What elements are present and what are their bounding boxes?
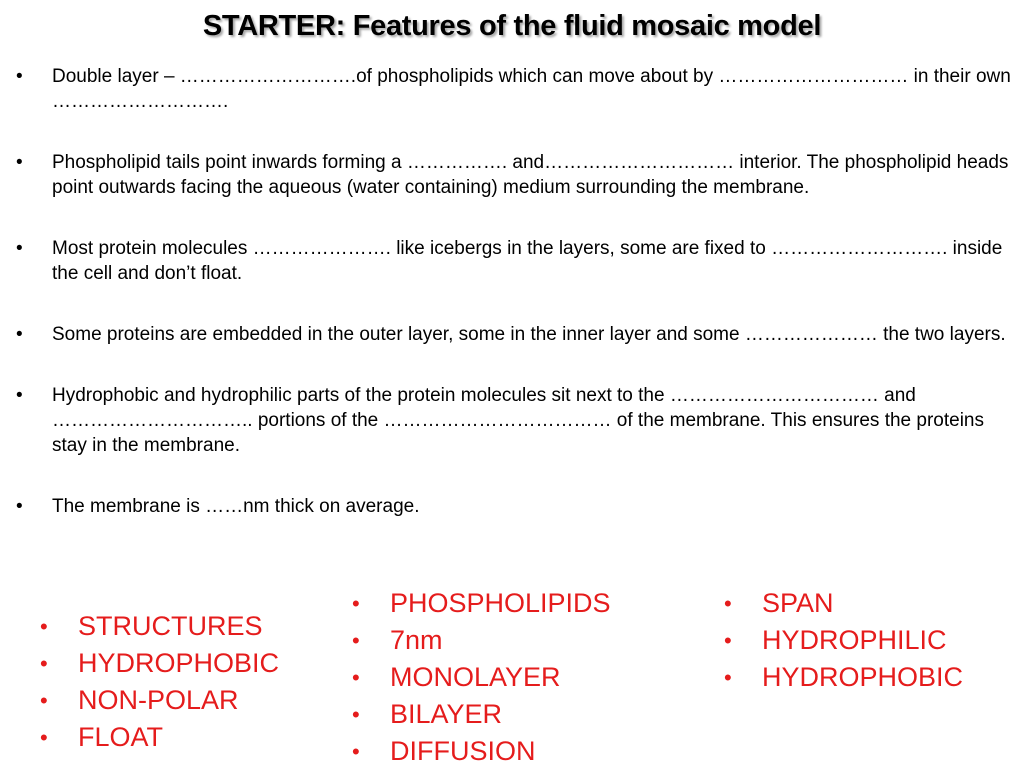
bullet-icon: • (724, 628, 732, 653)
word-bank-item (724, 585, 963, 622)
bullet-icon: • (724, 665, 732, 690)
word-bank-column-2 (352, 585, 611, 770)
bullet-icon: • (352, 628, 360, 653)
word-bank-item (352, 585, 611, 622)
word-bank-item (40, 645, 279, 682)
word-bank-word: HYDROPHILIC (762, 625, 947, 655)
word-bank-item (352, 733, 611, 770)
word-bank-item (352, 696, 611, 733)
statement-item (16, 236, 1016, 286)
bullet-icon: • (352, 739, 360, 764)
word-bank-word: 7nm (390, 625, 443, 655)
bullet-icon: • (40, 725, 48, 750)
bullet-icon: • (16, 385, 23, 406)
word-bank-item (724, 659, 963, 696)
statement-text: Phospholipid tails point inwards forming a ……………. and………………………… interior. The phospholipid heads point outwards facing the aqueous (water containing) medium surrounding the membrane. (52, 152, 1009, 198)
word-bank-item (724, 622, 963, 659)
word-bank-word: DIFFUSION (390, 736, 536, 766)
statement-text: The membrane is ……nm thick on average. (52, 496, 420, 517)
word-bank-word: STRUCTURES (78, 611, 263, 641)
word-bank-word: MONOLAYER (390, 662, 561, 692)
bullet-icon: • (16, 324, 23, 345)
slide-title: STARTER: Features of the fluid mosaic model (202, 10, 822, 42)
word-bank-item (352, 622, 611, 659)
bullet-icon: • (352, 665, 360, 690)
bullet-icon: • (16, 152, 23, 173)
statement-item (16, 322, 1016, 347)
bullet-icon: • (16, 66, 23, 87)
statement-item (16, 383, 1016, 458)
word-bank-item (40, 719, 279, 756)
statement-text: Double layer – ……………………….of phospholipids which can move about by ………………………… in their own ………………………. (52, 66, 1011, 112)
word-bank-word: FLOAT (78, 722, 164, 752)
statement-text: Some proteins are embedded in the outer layer, some in the inner layer and some ………………… the two layers. (52, 324, 1006, 345)
statement-item (16, 64, 1016, 114)
word-bank-column-3 (724, 585, 963, 696)
statement-text: Hydrophobic and hydrophilic parts of the protein molecules sit next to the …………………………… and ………………………….. portions of the ……………………………… of the membrane. This ensures the proteins stay in the membrane. (52, 385, 984, 456)
word-bank-word: HYDROPHOBIC (78, 648, 280, 678)
word-bank-word: PHOSPHOLIPIDS (390, 588, 611, 618)
bullet-icon: • (16, 496, 23, 517)
bullet-icon: • (40, 651, 48, 676)
word-bank-word: HYDROPHOBIC (762, 662, 964, 692)
word-bank-word: BILAYER (390, 699, 503, 729)
fill-in-statements (16, 64, 1016, 555)
bullet-icon: • (40, 614, 48, 639)
statement-item (16, 150, 1016, 200)
word-bank-item (40, 608, 279, 645)
statement-text: Most protein molecules …………………. like icebergs in the layers, some are fixed to ………………………. inside the cell and don’t float. (52, 238, 1003, 284)
word-bank-word: SPAN (762, 588, 834, 618)
bullet-icon: • (724, 591, 732, 616)
word-bank-word: NON-POLAR (78, 685, 239, 715)
statement-item (16, 494, 1016, 519)
word-bank-item (40, 682, 279, 719)
bullet-icon: • (352, 591, 360, 616)
bullet-icon: • (16, 238, 23, 259)
bullet-icon: • (352, 702, 360, 727)
word-bank-item (352, 659, 611, 696)
word-bank-column-1 (40, 608, 279, 756)
bullet-icon: • (40, 688, 48, 713)
